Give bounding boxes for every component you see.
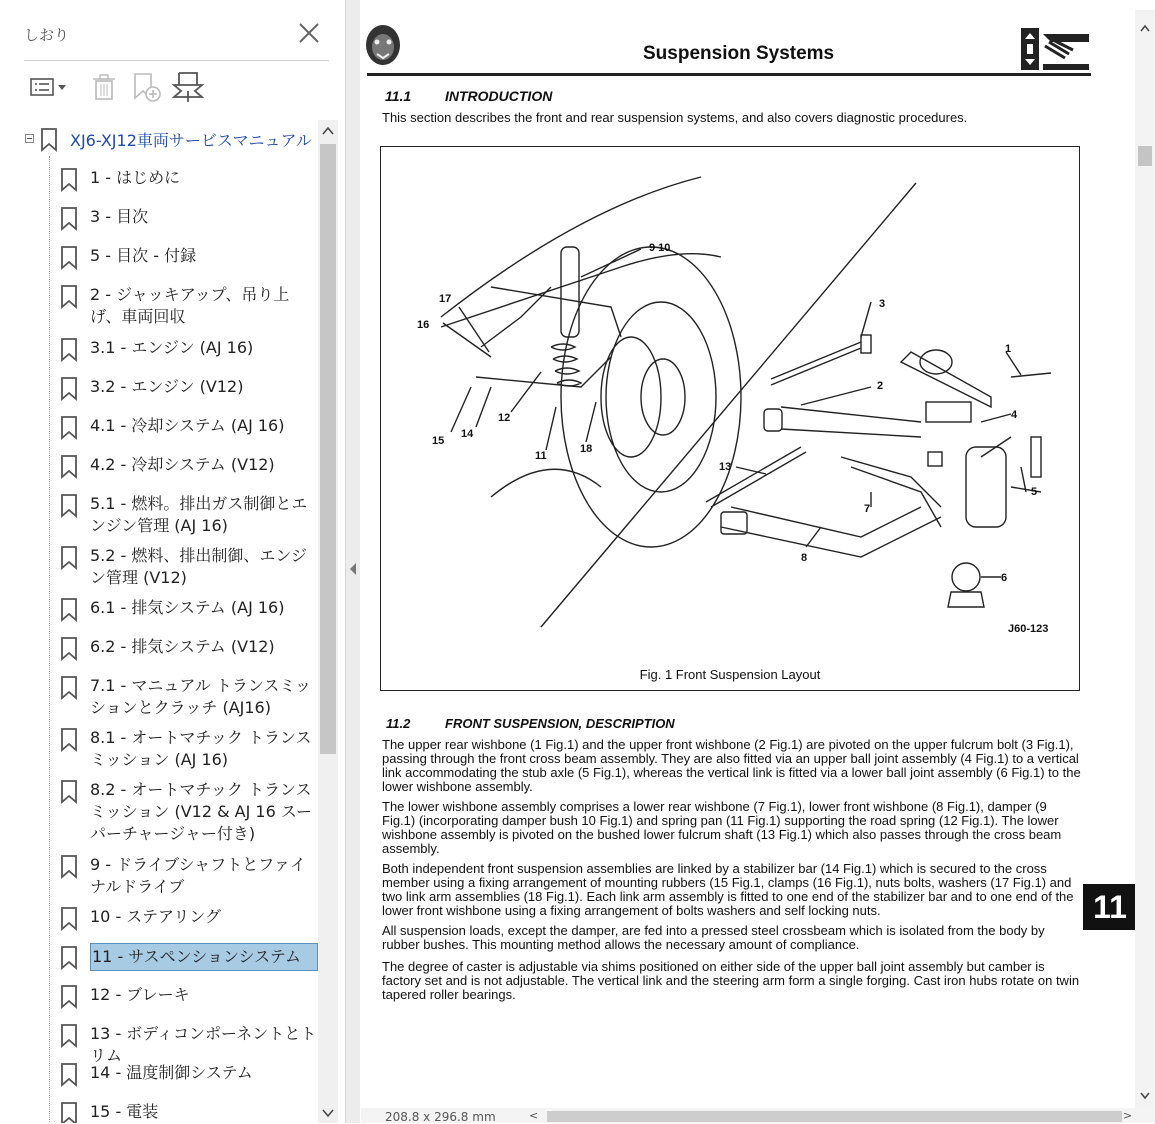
bookmark-label: 5.2 - 燃料、排出制御、エンジン管理 (V12) <box>90 546 307 587</box>
body-paragraph: Both independent front suspension assemblies are linked by a stabilizer bar (14 Fig.1) which is secured to the cross member using a fixing arrangement of mounting rubbers (15 Fig.1, clamps (16 Fig.1), nuts bolts, washers (17 Fig.1) and two link arm assemblies (18 Fig.1). Each link arm assembly is fitted to one end of the stabilizer bar and to one end of the lower front wishbone using a fixing arrangement of bolts washers and self locking nuts. <box>382 861 1074 918</box>
scroll-up-icon[interactable] <box>322 126 334 136</box>
bookmark-label: 1 - はじめに <box>90 168 181 187</box>
section-number: 11.1 <box>385 88 412 104</box>
bookmark-icon <box>60 377 78 401</box>
figure-callout: 18 <box>580 443 593 455</box>
section-number: 11.2 <box>386 716 411 731</box>
section-tab: 11 <box>1083 884 1137 930</box>
figure-callout: 9 10 <box>649 242 671 254</box>
section-heading: FRONT SUSPENSION, DESCRIPTION <box>445 716 675 731</box>
bookmark-icon <box>60 728 78 752</box>
status-bar <box>361 1108 1155 1123</box>
bookmark-label: 4.2 - 冷却システム (V12) <box>90 455 275 474</box>
horizontal-scrollbar-thumb[interactable] <box>547 1111 1122 1122</box>
bookmark-label: 9 - ドライブシャフトとファイナルドライブ <box>90 855 306 896</box>
scroll-right-icon[interactable]: > <box>1123 1109 1133 1122</box>
section-heading: INTRODUCTION <box>445 88 553 104</box>
tree-guide-line <box>49 156 51 1123</box>
figure-frame <box>380 146 1080 691</box>
bookmark-scrollbar[interactable] <box>318 120 338 1123</box>
figure-callout: 16 <box>417 319 430 331</box>
options-button[interactable] <box>28 68 70 106</box>
body-paragraph: The degree of caster is adjustable via shims positioned on either side of the upper ball joint assembly but camber is factory set and is not adjustable. The vertical link and the steering arm form a single forging. Cast iron hubs rotate on twin tapered roller bearings. <box>382 959 1080 1002</box>
bookmark-icon <box>60 855 78 879</box>
jaguar-logo <box>363 22 403 68</box>
bookmark-label: 6.2 - 排気システム (V12) <box>90 637 275 656</box>
scroll-down-icon[interactable] <box>322 1108 334 1118</box>
body-paragraph: All suspension loads, except the damper, are fed into a pressed steel crossbeam which is isolated from the body by rubber bushes. This mounting method allows the necessary amount of compliance. <box>382 923 1045 952</box>
bookmark-label: 10 - ステアリング <box>90 907 222 926</box>
bookmark-label: 3.2 - エンジン (V12) <box>90 377 244 396</box>
figure-callout: 2 <box>877 380 884 392</box>
bookmark-icon <box>60 1063 78 1087</box>
figure-callout: 7 <box>864 503 871 515</box>
bookmark-label: 4.1 - 冷却システム (AJ 16) <box>90 416 285 435</box>
scrollbar-thumb[interactable] <box>1138 146 1152 166</box>
bookmark-expand-icon <box>171 71 205 103</box>
scroll-down-icon[interactable] <box>1140 1092 1150 1100</box>
add-bookmark-button[interactable] <box>130 68 164 106</box>
panel-title: しおり <box>24 26 70 44</box>
bookmark-icon <box>60 1024 78 1048</box>
figure-callout: 6 <box>1001 572 1008 584</box>
bookmark-icon <box>60 780 78 804</box>
delete-bookmark-button[interactable] <box>88 68 120 106</box>
bookmark-icon <box>60 455 78 479</box>
bookmark-icon <box>60 598 78 622</box>
bookmark-label: 12 - ブレーキ <box>90 985 190 1004</box>
add-bookmark-icon <box>131 71 163 103</box>
bookmark-icon <box>60 338 78 362</box>
bookmark-label: 13 - ボディコンポーネントとトリム <box>90 1024 317 1065</box>
page-title: Suspension Systems <box>643 43 835 64</box>
figure-callout: 8 <box>801 552 808 564</box>
bookmark-label: 6.1 - 排気システム (AJ 16) <box>90 598 285 617</box>
bookmark-label: 8.2 - オートマチック トランスミッション (V12 & AJ 16 スーパーチャージャー付き) <box>90 780 313 843</box>
header-rule <box>367 73 1091 76</box>
bookmark-label: 3 - 目次 <box>90 207 149 226</box>
bookmark-label: 8.1 - オートマチック トランスミッション (AJ 16) <box>90 728 312 769</box>
bookmark-label: 5 - 目次 - 付録 <box>90 246 197 265</box>
figure-callout: 3 <box>879 298 886 310</box>
scroll-left-icon[interactable]: < <box>529 1109 539 1122</box>
bookmark-root-label: XJ6-XJ12車両サービスマニュアル <box>70 131 312 150</box>
bookmark-label: 3.1 - エンジン (AJ 16) <box>90 338 254 357</box>
bookmark-icon <box>40 128 58 152</box>
bookmark-icon <box>60 246 78 270</box>
figure-caption: Fig. 1 Front Suspension Layout <box>639 667 821 682</box>
collapse-panel-icon[interactable] <box>349 562 357 576</box>
bookmark-label: 2 - ジャッキアップ、吊り上げ、車両回収 <box>90 285 290 326</box>
close-icon[interactable] <box>296 20 322 46</box>
bookmark-icon <box>60 416 78 440</box>
body-paragraph: The upper rear wishbone (1 Fig.1) and the upper front wishbone (2 Fig.1) are pivoted on the upper fulcrum bolt (3 Fig.1), passing through the front cross beam assembly. They are also fitted via an upper ball joint assembly (4 Fig.1) to a vertical link accommodating the stub axle (5 Fig.1), whereas the vertical link is fitted via a lower ball joint assembly (6 Fig.1) to the lower wishbone assembly. <box>382 737 1081 794</box>
figure-callout: 5 <box>1031 486 1038 498</box>
document-page <box>361 10 1135 1108</box>
bookmark-label: 5.1 - 燃料。排出ガス制御とエンジン管理 (AJ 16) <box>90 494 308 535</box>
bookmark-label: 11 - サスペンションシステム <box>90 943 318 971</box>
bookmark-icon <box>60 637 78 661</box>
panel-splitter[interactable] <box>346 0 360 1123</box>
bookmark-icon <box>60 985 78 1009</box>
bookmark-label: 14 - 温度制御システム <box>90 1063 253 1082</box>
figure-callout: 17 <box>439 293 452 305</box>
intro-paragraph: This section describes the front and rear suspension systems, and also covers diagnostic procedures. <box>382 110 968 125</box>
figure-callout: 11 <box>535 450 547 462</box>
page-size-label: 208.8 x 296.8 mm <box>385 1110 496 1124</box>
bookmark-icon <box>60 285 78 309</box>
figure-callout: 12 <box>498 412 511 424</box>
scroll-up-icon[interactable] <box>1140 24 1150 32</box>
figure-code: J60-123 <box>1008 623 1049 635</box>
bookmark-icon <box>60 546 78 570</box>
bookmark-icon <box>60 676 78 700</box>
bookmark-icon <box>60 494 78 518</box>
bookmark-icon <box>60 207 78 231</box>
figure-callout: 15 <box>432 435 445 447</box>
body-paragraph: The lower wishbone assembly comprises a lower rear wishbone (7 Fig.1), lower front wishbone (8 Fig.1), damper (9 Fig.1) (incorporating damper bush 10 Fig.1) and spring pan (11 Fig.1) supporting the road spring (12 Fig.1). The lower wishbone assembly is pivoted on the bushed lower fulcrum shaft (13 Fig.1) which also passes through the cross beam assembly. <box>382 799 1062 856</box>
front-suspension-diagram <box>381 147 1079 647</box>
list-options-icon <box>29 75 69 99</box>
scrollbar-thumb[interactable] <box>320 144 336 754</box>
document-scrollbar[interactable] <box>1135 10 1155 1108</box>
bookmark-icon <box>60 946 78 970</box>
collapse-icon[interactable] <box>25 134 35 144</box>
bookmark-icon <box>60 1102 78 1123</box>
figure-callout: 4 <box>1011 409 1018 421</box>
bookmark-label: 7.1 - マニュアル トランスミッションとクラッチ (AJ16) <box>90 676 312 717</box>
expand-bookmark-button[interactable] <box>170 68 206 106</box>
trash-icon <box>91 72 117 102</box>
bookmark-icon <box>60 168 78 192</box>
bookmark-label: 15 - 電装 <box>90 1102 159 1121</box>
figure-callout: 1 <box>1005 343 1012 355</box>
figure-callout: 14 <box>461 428 474 440</box>
bookmark-root[interactable] <box>22 120 318 156</box>
divider <box>24 60 329 61</box>
bookmark-icon <box>60 907 78 931</box>
suspension-section-icon <box>1021 28 1089 70</box>
bookmark-tree <box>22 120 318 1123</box>
bookmarks-panel <box>0 0 346 1123</box>
figure-callout: 13 <box>719 461 732 473</box>
